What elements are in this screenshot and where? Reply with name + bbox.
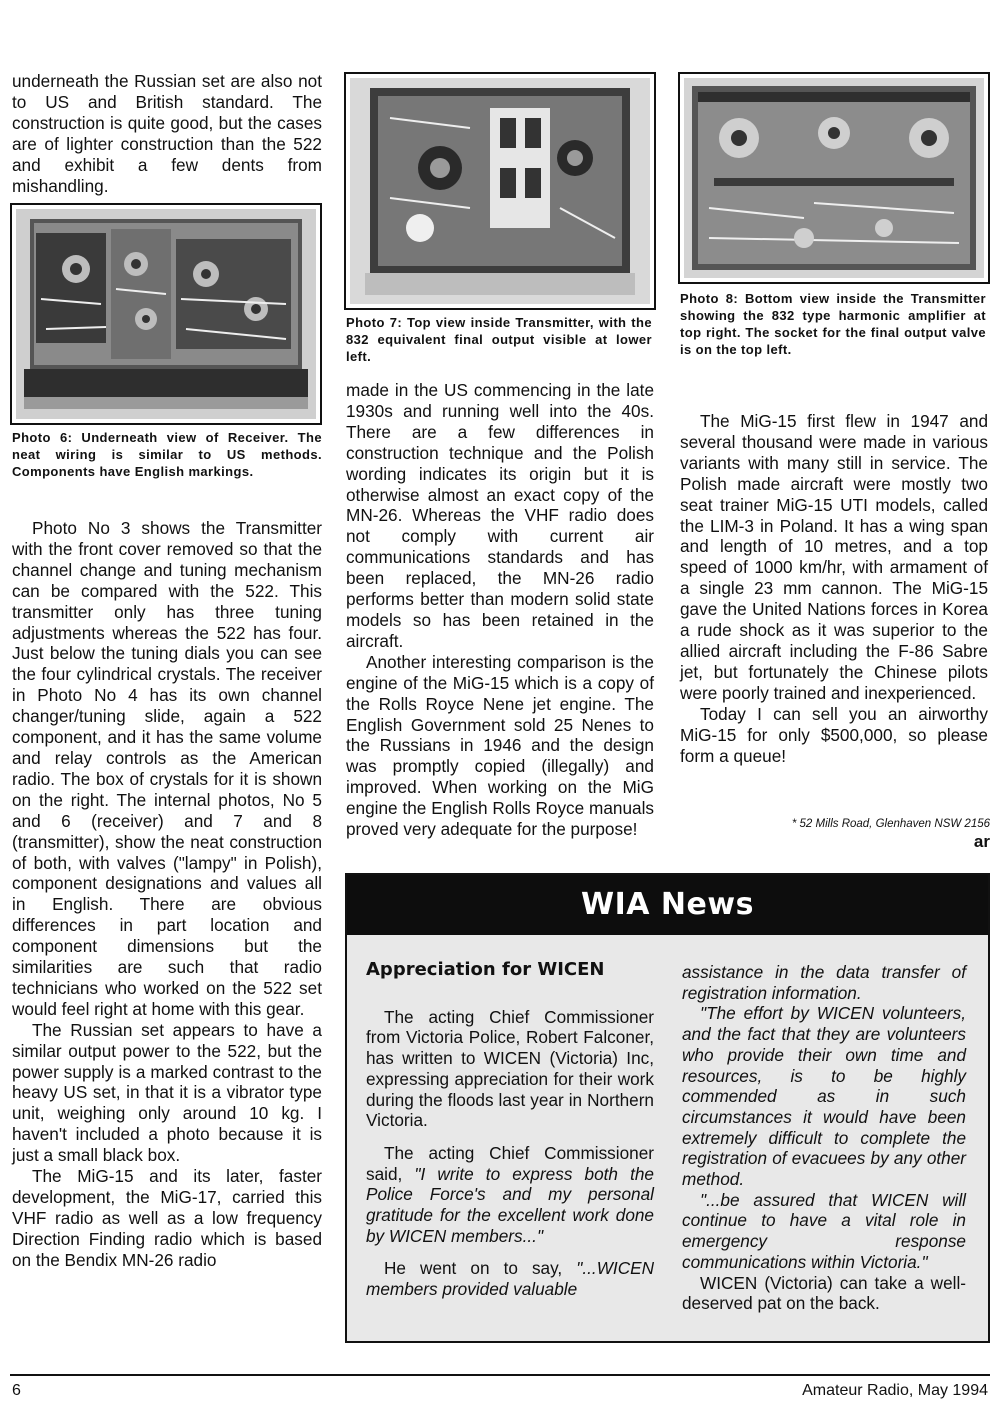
- wia-news-banner: WIA News: [347, 875, 988, 935]
- news-right-column: [682, 962, 966, 1314]
- photo7-caption: Photo 7: Top view inside Transmitter, with the 832 equivalent final output visible at lower left.: [346, 315, 652, 364]
- news-right-paragraph-1: assistance in the data transfer of registration information.: [682, 962, 966, 1003]
- col1-paragraph-3: The MiG-15 and its later, faster development, the MiG-17, carried this VHF radio as well as a low frequency Direction Finding radio which is based on the Bendix MN-26 radio: [12, 1166, 322, 1270]
- news-left-paragraph-3-text: He went on to say,: [384, 1258, 577, 1279]
- footer-rule: [10, 1374, 990, 1376]
- news-left-paragraph-2-quote: "I write to express both the Police Force's and my personal gratitude for the excellent work done by WICEN members...": [366, 1163, 654, 1246]
- news-left-paragraph-3: [366, 1258, 654, 1299]
- news-left-paragraph-2-text: The acting Chief Commissioner said,: [366, 1142, 654, 1184]
- end-mark: ar: [973, 832, 990, 851]
- col1-top-text: [12, 71, 322, 196]
- news-heading: Appreciation for WICEN: [366, 959, 605, 980]
- news-left-column: [366, 960, 654, 1300]
- col3-paragraph-2: Today I can sell you an airworthy MiG-15 for only $500,000, so please form a queue!: [680, 703, 988, 766]
- col1-paragraph-top: underneath the Russian set are also not to US and British standard. The construction is quite good, but the cases are of lighter construction than the 522 and exhibit a few dents from mishandling.: [12, 71, 322, 196]
- col1-paragraph-2: The Russian set appears to have a similar output power to the 522, but the power supply is a marked contrast to the heavy US set, in that it is a vibrator type unit, weighing only around 10 kg. I haven't included a photo because it is just a small black box.: [12, 1019, 322, 1166]
- col2-paragraph-1: made in the US commencing in the late 1930s and running well into the 40s. There are a few differences in construction technique and the Polish wording indicates its origin but it is otherwise almost an exact copy of the MN-26. Whereas the VHF radio does not comply with current air communications standards and has been replaced, the MN-26 radio performs better than modern solid state models so has been retained in the aircraft.: [346, 380, 654, 651]
- news-left-paragraph-1: The acting Chief Commissioner from Victoria Police, Robert Falconer, has written to WICEN (Victoria) Inc, expressing appreciation for their work during the floods last year in Northern Victoria.: [366, 1006, 654, 1131]
- news-right-paragraph-3: "...be assured that WICEN will continue to have a vital role in emergency response communications within Victoria.": [682, 1189, 966, 1272]
- photo8-transmitter-bottom-image: [678, 72, 990, 284]
- news-left-paragraph-2: [366, 1143, 654, 1247]
- photo7-transmitter-top-image: [344, 72, 656, 310]
- publication-title: Amateur Radio, May 1994: [802, 1382, 988, 1399]
- col1-main-text: [12, 518, 322, 1271]
- col2-paragraph-2: Another interesting comparison is the engine of the MiG-15 which is a copy of the Rolls Royce Nene jet engine. The English Government sold 25 Nenes to the Russians in 1946 and the design was promptly copied (illegally) and improved. When working on the MiG engine the English Rolls Royce manuals proved very adequate for the purpose!: [346, 651, 654, 840]
- photo6-caption: Photo 6: Underneath view of Receiver. The neat wiring is similar to US methods. Components have English markings.: [12, 430, 322, 479]
- news-left-paragraph-3-quote: "...WICEN members provided valuable: [366, 1258, 654, 1300]
- photo6-receiver-image: [10, 203, 322, 425]
- photo8-caption: Photo 8: Bottom view inside the Transmitter showing the 832 type harmonic amplifier at top right. The socket for the final output valve is on the top left.: [680, 291, 986, 357]
- page-number: 6: [12, 1382, 21, 1399]
- col1-paragraph-1: Photo No 3 shows the Transmitter with the front cover removed so that the channel change and tuning mechanism can be compared with the 522. This transmitter only has three tuning adjustments whereas the 522 has four. Just below the tuning dials you can see the four cylindrical crystals. The receiver in Photo No 4 has its own channel changer/tuning slide, again a 522 component, and it has the same volume and relay controls as the American radio. The box of crystals for it is shown on the right. The internal photos, No 5 and 6 (receiver) and 7 and 8 (transmitter), show the neat construction of both, with valves ("lampy" in Polish), component designations and values all in English. There are obvious differences in part location and component dimensions but the similarities are such that radio technicians who worked on the 522 set would feel right at home with this gear.: [12, 518, 322, 1019]
- col3-paragraph-1: The MiG-15 first flew in 1947 and several thousand were made in various variants with many still in service. The Polish made aircraft were mostly two seat trainer MiG-15 UTI models, called the LIM-3 in Poland. It has a wing span and length of 10 metres, and a top speed of 1000 km/hr, with armament of a single 23 mm cannon. The MiG-15 gave the United Nations forces in Korea a rude shock as it was superior to the allied aircraft including the F-86 Sabre jet, but fortunately the Chinese pilots were poorly trained and inexperienced.: [680, 411, 988, 703]
- col2-main-text: [346, 380, 654, 840]
- news-right-paragraph-4: WICEN (Victoria) can take a well-deserved pat on the back.: [682, 1272, 966, 1314]
- news-right-paragraph-2: "The effort by WICEN volunteers, and the fact that they are volunteers who provide their own time and resources, is to be highly commended as in such circumstances it would have been extremely difficult to complete the registration of evacuees by any other method.: [682, 1003, 966, 1190]
- author-address: * 52 Mills Road, Glenhaven NSW 2156: [791, 818, 990, 830]
- col3-main-text: [680, 411, 988, 766]
